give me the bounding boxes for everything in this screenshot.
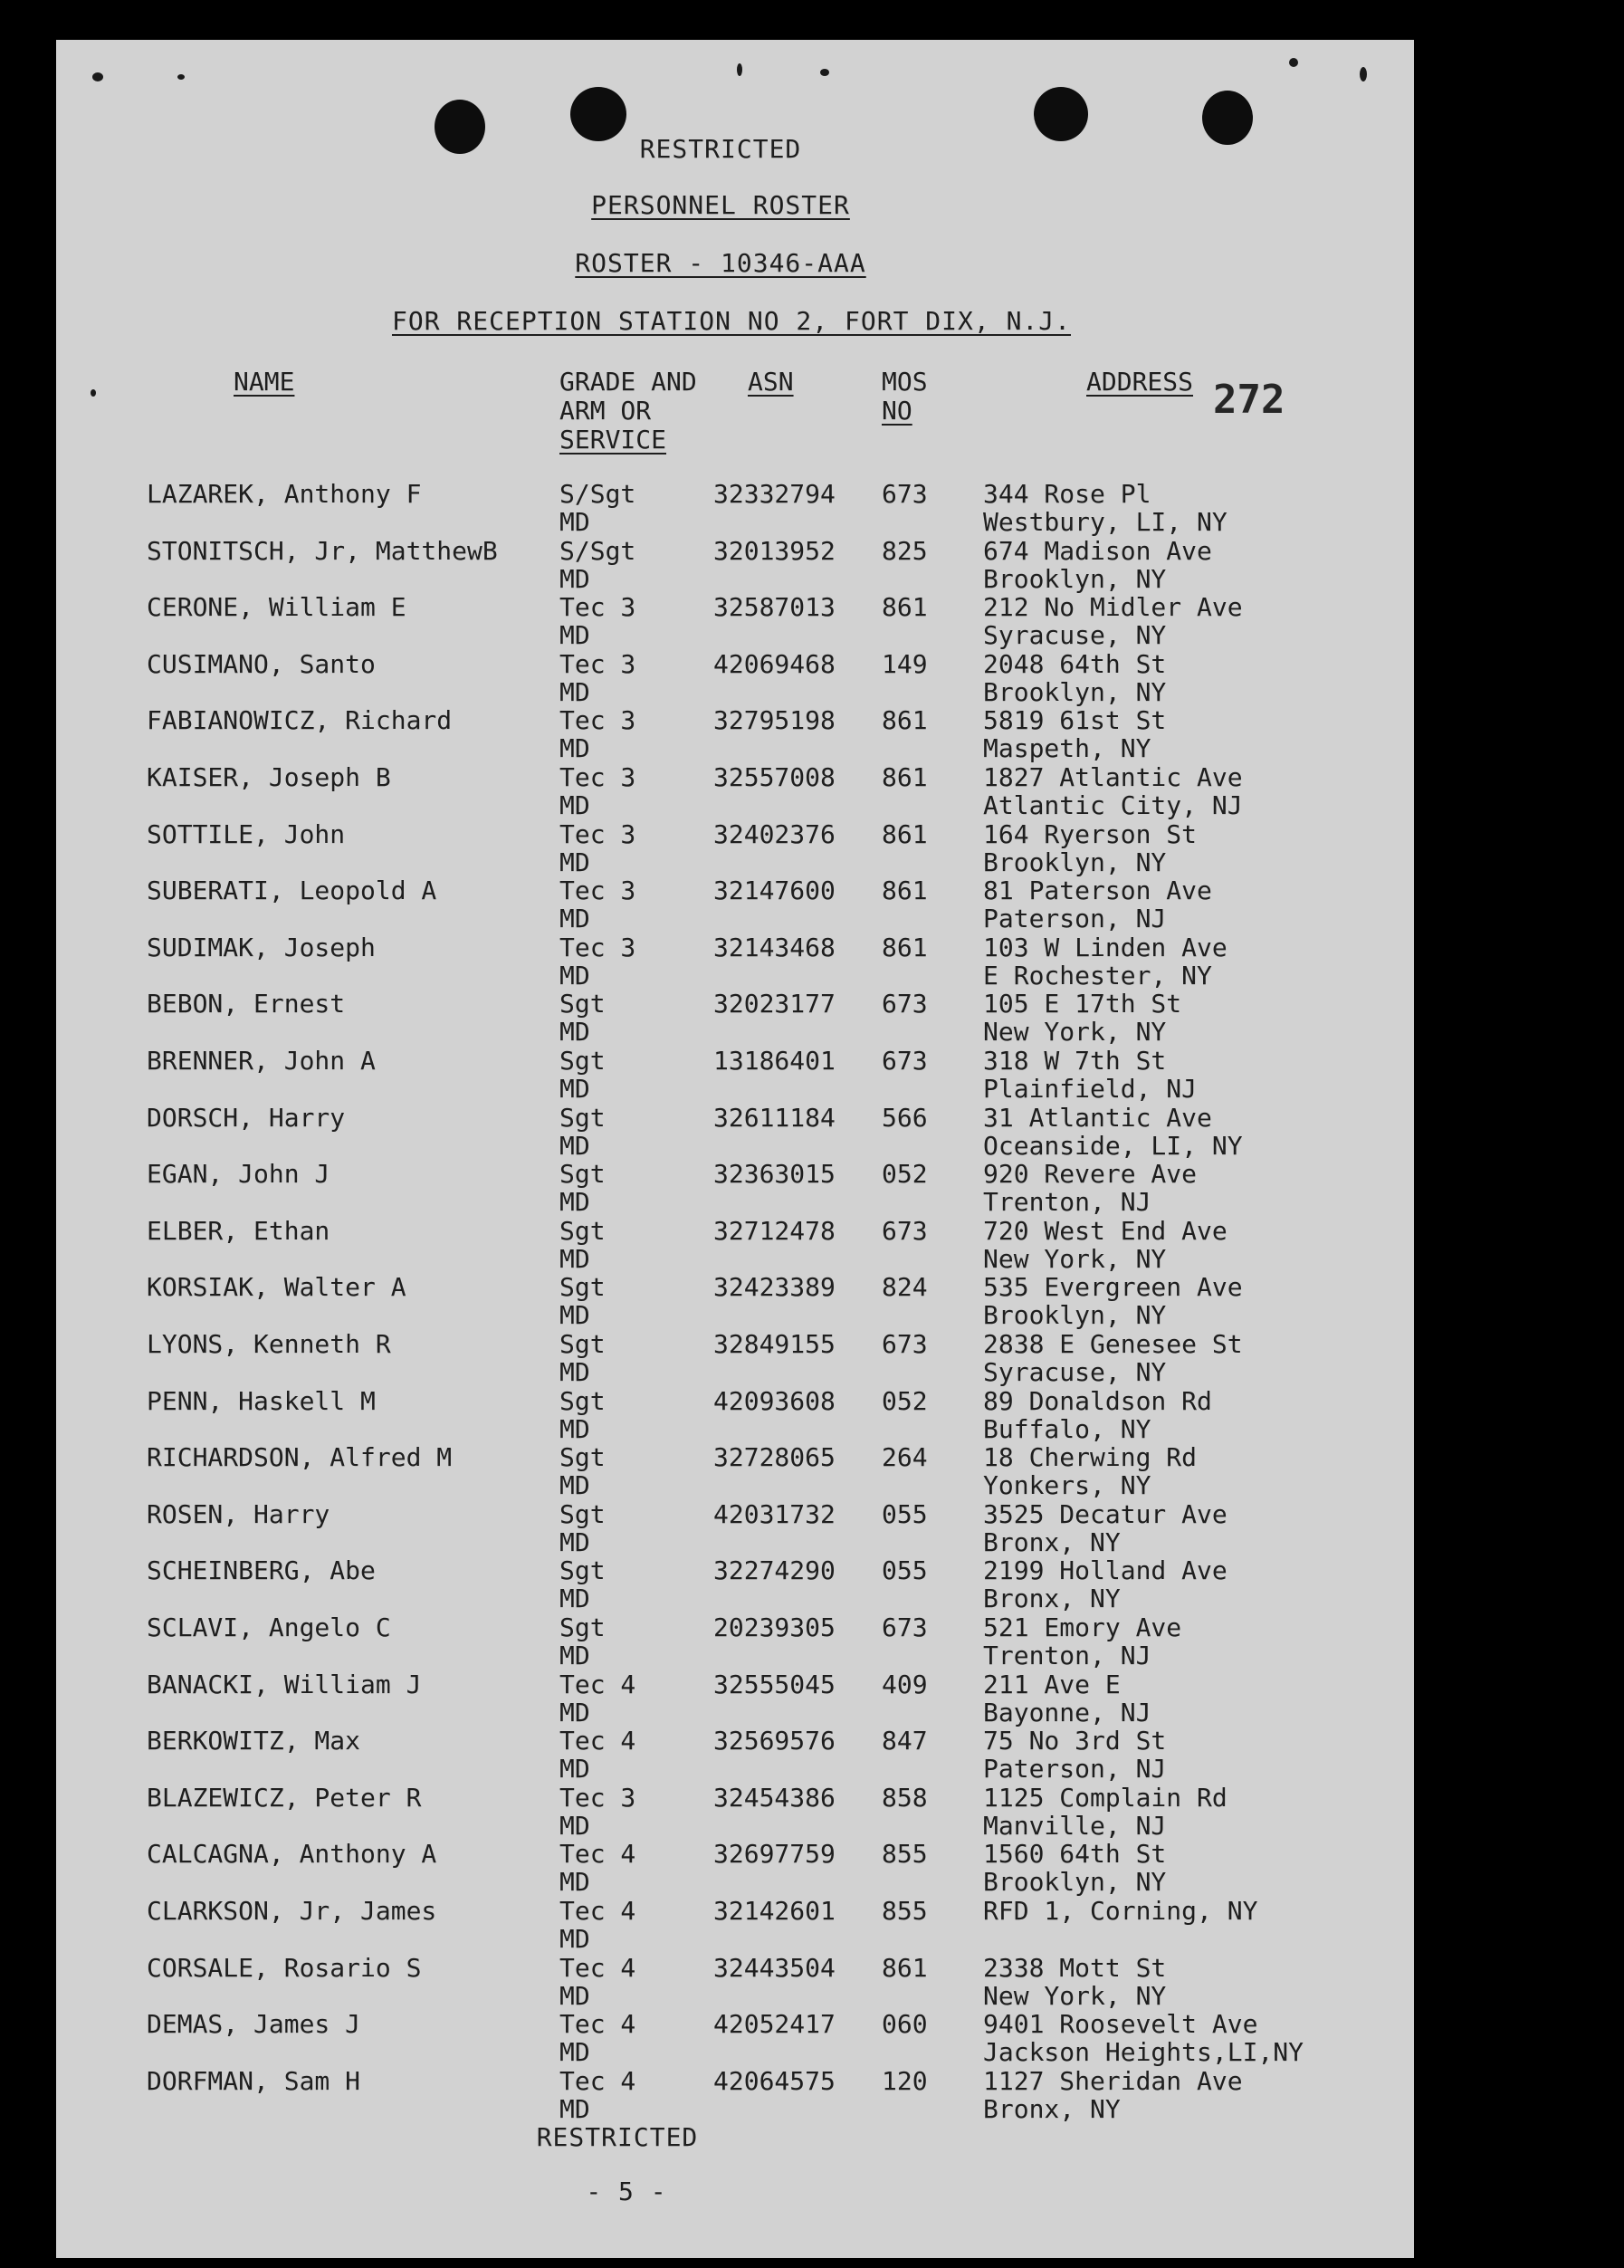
cell-address-line2: Yonkers, NY xyxy=(983,1470,1151,1501)
cell-address-line2: Brooklyn, NY xyxy=(983,676,1167,707)
cell-name: KAISER, Joseph B xyxy=(147,762,391,792)
cell-name: CERONE, William E xyxy=(147,592,406,623)
table-row xyxy=(56,1670,1414,1727)
classification-top: RESTRICTED xyxy=(639,134,802,164)
roster-id: ROSTER - 10346-AAA xyxy=(575,248,866,278)
cell-address-line2: New York, NY xyxy=(983,1017,1167,1048)
table-row xyxy=(56,763,1414,819)
cell-address-line2: Paterson, NJ xyxy=(983,904,1167,934)
cell-address-line1: 1560 64th St xyxy=(983,1839,1167,1870)
cell-address-line1: 344 Rose Pl xyxy=(983,479,1151,509)
cell-arm: MD xyxy=(559,847,590,877)
table-row xyxy=(56,1840,1414,1896)
cell-name: ROSEN, Harry xyxy=(147,1498,330,1529)
cell-mos: 673 xyxy=(882,1612,928,1642)
cell-arm: MD xyxy=(559,960,590,990)
cell-address-line2: Buffalo, NY xyxy=(983,1413,1151,1444)
cell-grade: Tec 4 xyxy=(559,1896,636,1926)
col-header-grade xyxy=(559,368,697,455)
cell-name: BRENNER, John A xyxy=(147,1046,376,1076)
cell-name: CUSIMANO, Santo xyxy=(147,648,376,679)
cell-name: EGAN, John J xyxy=(147,1159,330,1190)
cell-name: KORSIAK, Walter A xyxy=(147,1272,406,1303)
cell-address-line2: Westbury, LI, NY xyxy=(983,507,1228,537)
cell-asn: 32557008 xyxy=(713,762,836,792)
cell-address-line1: 31 Atlantic Ave xyxy=(983,1102,1212,1133)
cell-address-line1: 9401 Roosevelt Ave xyxy=(983,2009,1258,2040)
cell-grade: Tec 4 xyxy=(559,1726,636,1756)
table-row xyxy=(56,1954,1414,2010)
table-row xyxy=(56,1160,1414,1216)
cell-name: ELBER, Ethan xyxy=(147,1215,330,1246)
cell-grade: Tec 3 xyxy=(559,932,636,962)
ink-speck xyxy=(177,74,185,80)
cell-address-line1: 211 Ave E xyxy=(983,1669,1121,1699)
cell-mos: 825 xyxy=(882,535,928,566)
cell-name: STONITSCH, Jr, MatthewB xyxy=(147,535,498,566)
table-row xyxy=(56,593,1414,649)
cell-address-line2: Oceanside, LI, NY xyxy=(983,1130,1243,1161)
cell-arm: MD xyxy=(559,1697,590,1727)
cell-arm: MD xyxy=(559,1130,590,1161)
cell-asn: 32454386 xyxy=(713,1782,836,1813)
table-row xyxy=(56,1104,1414,1160)
table-row xyxy=(56,990,1414,1046)
cell-name: DORSCH, Harry xyxy=(147,1102,346,1133)
table-row xyxy=(56,1613,1414,1670)
cell-address-line1: 18 Cherwing Rd xyxy=(983,1442,1198,1473)
punch-hole xyxy=(570,87,626,141)
cell-asn: 32587013 xyxy=(713,592,836,623)
col-header-mos xyxy=(882,368,928,426)
cell-grade: Tec 3 xyxy=(559,818,636,849)
cell-arm: MD xyxy=(559,1584,590,1614)
cell-asn: 32712478 xyxy=(713,1215,836,1246)
cell-grade: Tec 4 xyxy=(559,1839,636,1870)
cell-address-line1: 5819 61st St xyxy=(983,705,1167,736)
table-row xyxy=(56,1273,1414,1329)
cell-arm: MD xyxy=(559,507,590,537)
ink-speck xyxy=(1289,58,1298,67)
cell-address-line2: Bayonne, NJ xyxy=(983,1697,1151,1727)
cell-asn: 32728065 xyxy=(713,1442,836,1473)
cell-asn: 32143468 xyxy=(713,932,836,962)
cell-arm: MD xyxy=(559,1017,590,1048)
cell-asn: 42031732 xyxy=(713,1498,836,1529)
cell-address-line1: 535 Evergreen Ave xyxy=(983,1272,1243,1303)
cell-grade: Sgt xyxy=(559,1215,606,1246)
cell-mos: 847 xyxy=(882,1726,928,1756)
table-row xyxy=(56,876,1414,933)
cell-arm: MD xyxy=(559,904,590,934)
cell-address-line2: Brooklyn, NY xyxy=(983,563,1167,594)
cell-asn: 32142601 xyxy=(713,1896,836,1926)
cell-mos: 673 xyxy=(882,989,928,1019)
cell-arm: MD xyxy=(559,1924,590,1954)
cell-grade: Sgt xyxy=(559,1046,606,1076)
cell-arm: MD xyxy=(559,1243,590,1274)
cell-mos: 673 xyxy=(882,1329,928,1359)
cell-name: SUBERATI, Leopold A xyxy=(147,876,437,906)
cell-asn: 32332794 xyxy=(713,479,836,509)
cell-arm: MD xyxy=(559,1300,590,1331)
table-row xyxy=(56,1387,1414,1443)
cell-arm: MD xyxy=(559,1187,590,1218)
table-row xyxy=(56,1047,1414,1103)
table-row xyxy=(56,706,1414,762)
table-row xyxy=(56,480,1414,536)
cell-arm: MD xyxy=(559,1867,590,1898)
cell-grade: S/Sgt xyxy=(559,535,636,566)
cell-asn: 32147600 xyxy=(713,876,836,906)
ink-speck xyxy=(92,72,103,81)
cell-asn: 42069468 xyxy=(713,648,836,679)
cell-name: BERKOWITZ, Max xyxy=(147,1726,361,1756)
cell-grade: Sgt xyxy=(559,1442,606,1473)
cell-name: LAZAREK, Anthony F xyxy=(147,479,422,509)
cell-mos: 673 xyxy=(882,1215,928,1246)
ink-speck xyxy=(91,389,96,397)
cell-address-line2: Brooklyn, NY xyxy=(983,847,1167,877)
table-row xyxy=(56,1500,1414,1556)
cell-grade: Sgt xyxy=(559,1329,606,1359)
cell-mos: 409 xyxy=(882,1669,928,1699)
cell-mos: 855 xyxy=(882,1839,928,1870)
cell-name: BEBON, Ernest xyxy=(147,989,346,1019)
table-row xyxy=(56,650,1414,706)
cell-mos: 055 xyxy=(882,1498,928,1529)
page-number: - 5 - xyxy=(586,2177,667,2206)
punch-hole xyxy=(1034,87,1088,141)
table-row xyxy=(56,2010,1414,2066)
cell-asn: 42064575 xyxy=(713,2065,836,2096)
cell-arm: MD xyxy=(559,1413,590,1444)
cell-mos: 861 xyxy=(882,818,928,849)
table-row xyxy=(56,1897,1414,1953)
cell-address-line2: Jackson Heights,LI,NY xyxy=(983,2037,1304,2068)
cell-name: SOTTILE, John xyxy=(147,818,346,849)
cell-grade: Sgt xyxy=(559,1612,606,1642)
cell-asn: 32555045 xyxy=(713,1669,836,1699)
cell-asn: 42052417 xyxy=(713,2009,836,2040)
cell-asn: 13186401 xyxy=(713,1046,836,1076)
ink-speck xyxy=(1360,67,1367,81)
cell-arm: MD xyxy=(559,1357,590,1387)
cell-address-line2: Paterson, NJ xyxy=(983,1754,1167,1785)
cell-mos: 824 xyxy=(882,1272,928,1303)
table-row xyxy=(56,1217,1414,1273)
cell-arm: MD xyxy=(559,563,590,594)
col-header-mos-line2: NO xyxy=(882,396,912,426)
cell-arm: MD xyxy=(559,1980,590,2011)
cell-address-line1: 2199 Holland Ave xyxy=(983,1555,1228,1586)
cell-arm: MD xyxy=(559,2037,590,2068)
cell-address-line1: 105 E 17th St xyxy=(983,989,1182,1019)
cell-address-line2: Trenton, NJ xyxy=(983,1187,1151,1218)
col-header-grade-line1: GRADE AND xyxy=(559,367,697,397)
cell-address-line1: 920 Revere Ave xyxy=(983,1159,1198,1190)
col-header-name: NAME xyxy=(234,367,295,397)
cell-address-line2: New York, NY xyxy=(983,1243,1167,1274)
cell-address-line1: 2838 E Genesee St xyxy=(983,1329,1243,1359)
cell-name: DEMAS, James J xyxy=(147,2009,361,2040)
page-title: PERSONNEL ROSTER xyxy=(591,190,850,220)
cell-asn: 42093608 xyxy=(713,1385,836,1416)
cell-asn: 32023177 xyxy=(713,989,836,1019)
cell-asn: 32013952 xyxy=(713,535,836,566)
cell-asn: 20239305 xyxy=(713,1612,836,1642)
cell-mos: 861 xyxy=(882,592,928,623)
cell-address-line1: 2338 Mott St xyxy=(983,1952,1167,1983)
cell-grade: Tec 4 xyxy=(559,2009,636,2040)
cell-mos: 861 xyxy=(882,762,928,792)
cell-asn: 32611184 xyxy=(713,1102,836,1133)
cell-grade: Tec 3 xyxy=(559,705,636,736)
cell-address-line1: 3525 Decatur Ave xyxy=(983,1498,1228,1529)
cell-address-line1: 521 Emory Ave xyxy=(983,1612,1182,1642)
table-row xyxy=(56,1443,1414,1499)
col-header-address: ADDRESS xyxy=(1086,367,1194,397)
cell-name: LYONS, Kenneth R xyxy=(147,1329,391,1359)
cell-address-line2: Bronx, NY xyxy=(983,1526,1121,1557)
table-row xyxy=(56,1556,1414,1612)
cell-address-line1: 212 No Midler Ave xyxy=(983,592,1243,623)
cell-asn: 32423389 xyxy=(713,1272,836,1303)
cell-grade: Sgt xyxy=(559,1385,606,1416)
cell-address-line1: 720 West End Ave xyxy=(983,1215,1228,1246)
ink-speck xyxy=(737,63,742,76)
cell-arm: MD xyxy=(559,1470,590,1501)
cell-address-line1: 81 Paterson Ave xyxy=(983,876,1212,906)
col-header-mos-line1: MOS xyxy=(882,367,928,397)
cell-address-line1: 1827 Atlantic Ave xyxy=(983,762,1243,792)
cell-address-line2: Manville, NJ xyxy=(983,1810,1167,1841)
cell-arm: MD xyxy=(559,1754,590,1785)
stamp-number: 272 xyxy=(1213,377,1285,423)
cell-grade: Tec 3 xyxy=(559,876,636,906)
cell-arm: MD xyxy=(559,790,590,820)
cell-name: CALCAGNA, Anthony A xyxy=(147,1839,437,1870)
cell-address-line2: Bronx, NY xyxy=(983,2093,1121,2124)
cell-arm: MD xyxy=(559,1526,590,1557)
cell-mos: 673 xyxy=(882,479,928,509)
cell-name: SCLAVI, Angelo C xyxy=(147,1612,391,1642)
cell-address-line2: Maspeth, NY xyxy=(983,733,1151,764)
cell-address-line2: Brooklyn, NY xyxy=(983,1300,1167,1331)
col-header-grade-line2: ARM OR xyxy=(559,396,652,426)
station-line: FOR RECEPTION STATION NO 2, FORT DIX, N.J. xyxy=(391,306,1071,336)
cell-address-line2: Syracuse, NY xyxy=(983,1357,1167,1387)
cell-name: CLARKSON, Jr, James xyxy=(147,1896,437,1926)
cell-mos: 861 xyxy=(882,705,928,736)
cell-address-line1: 2048 64th St xyxy=(983,648,1167,679)
cell-asn: 32697759 xyxy=(713,1839,836,1870)
cell-arm: MD xyxy=(559,676,590,707)
cell-address-line1: 164 Ryerson St xyxy=(983,818,1198,849)
cell-address-line2: Brooklyn, NY xyxy=(983,1867,1167,1898)
cell-mos: 055 xyxy=(882,1555,928,1586)
table-row xyxy=(56,537,1414,593)
cell-grade: S/Sgt xyxy=(559,479,636,509)
cell-name: BLAZEWICZ, Peter R xyxy=(147,1782,422,1813)
col-header-grade-line3: SERVICE xyxy=(559,425,667,455)
cell-address-line1: 89 Donaldson Rd xyxy=(983,1385,1212,1416)
cell-grade: Sgt xyxy=(559,1102,606,1133)
cell-grade: Sgt xyxy=(559,1159,606,1190)
cell-arm: MD xyxy=(559,1810,590,1841)
ink-speck xyxy=(820,69,829,76)
cell-address-line1: 103 W Linden Ave xyxy=(983,932,1228,962)
cell-arm: MD xyxy=(559,620,590,651)
cell-name: SCHEINBERG, Abe xyxy=(147,1555,376,1586)
cell-address-line1: 318 W 7th St xyxy=(983,1046,1167,1076)
cell-asn: 32274290 xyxy=(713,1555,836,1586)
cell-address-line2: Syracuse, NY xyxy=(983,620,1167,651)
cell-asn: 32363015 xyxy=(713,1159,836,1190)
cell-asn: 32795198 xyxy=(713,705,836,736)
cell-mos: 052 xyxy=(882,1159,928,1190)
cell-asn: 32443504 xyxy=(713,1952,836,1983)
cell-arm: MD xyxy=(559,2093,590,2124)
cell-mos: 855 xyxy=(882,1896,928,1926)
cell-grade: Tec 4 xyxy=(559,1952,636,1983)
cell-address-line2: Trenton, NJ xyxy=(983,1641,1151,1670)
cell-grade: Sgt xyxy=(559,989,606,1019)
cell-grade: Sgt xyxy=(559,1498,606,1529)
cell-name: CORSALE, Rosario S xyxy=(147,1952,422,1983)
cell-grade: Tec 4 xyxy=(559,2065,636,2096)
cell-mos: 264 xyxy=(882,1442,928,1473)
cell-mos: 861 xyxy=(882,1952,928,1983)
table-row xyxy=(56,1330,1414,1386)
col-header-asn: ASN xyxy=(748,367,794,397)
cell-asn: 32569576 xyxy=(713,1726,836,1756)
cell-mos: 861 xyxy=(882,932,928,962)
cell-asn: 32402376 xyxy=(713,818,836,849)
cell-address-line2: Plainfield, NJ xyxy=(983,1074,1198,1104)
cell-name: FABIANOWICZ, Richard xyxy=(147,705,453,736)
cell-mos: 861 xyxy=(882,876,928,906)
cell-name: DORFMAN, Sam H xyxy=(147,2065,361,2096)
cell-name: PENN, Haskell M xyxy=(147,1385,376,1416)
table-row xyxy=(56,1784,1414,1840)
table-row xyxy=(56,2067,1414,2123)
cell-address-line1: 674 Madison Ave xyxy=(983,535,1212,566)
table-row xyxy=(56,933,1414,990)
cell-grade: Tec 3 xyxy=(559,592,636,623)
cell-address-line2: E Rochester, NY xyxy=(983,960,1212,990)
cell-address-line1: RFD 1, Corning, NY xyxy=(983,1896,1258,1926)
cell-mos: 060 xyxy=(882,2009,928,2040)
cell-mos: 120 xyxy=(882,2065,928,2096)
cell-address-line1: 1125 Complain Rd xyxy=(983,1782,1228,1813)
cell-mos: 052 xyxy=(882,1385,928,1416)
cell-name: SUDIMAK, Joseph xyxy=(147,932,376,962)
document-page xyxy=(56,40,1414,2258)
classification-bottom: RESTRICTED xyxy=(536,2122,699,2152)
cell-mos: 149 xyxy=(882,648,928,679)
cell-grade: Tec 3 xyxy=(559,762,636,792)
cell-arm: MD xyxy=(559,1641,590,1670)
table-row xyxy=(56,1727,1414,1783)
cell-name: RICHARDSON, Alfred M xyxy=(147,1442,453,1473)
table-row xyxy=(56,820,1414,876)
cell-name: BANACKI, William J xyxy=(147,1669,422,1699)
cell-mos: 566 xyxy=(882,1102,928,1133)
cell-arm: MD xyxy=(559,733,590,764)
cell-address-line1: 75 No 3rd St xyxy=(983,1726,1167,1756)
cell-grade: Tec 3 xyxy=(559,648,636,679)
cell-address-line2: Bronx, NY xyxy=(983,1584,1121,1614)
cell-grade: Tec 4 xyxy=(559,1669,636,1699)
cell-mos: 858 xyxy=(882,1782,928,1813)
cell-mos: 673 xyxy=(882,1046,928,1076)
cell-grade: Sgt xyxy=(559,1555,606,1586)
cell-address-line2: New York, NY xyxy=(983,1980,1167,2011)
cell-address-line2: Atlantic City, NJ xyxy=(983,790,1243,820)
cell-address-line1: 1127 Sheridan Ave xyxy=(983,2065,1243,2096)
cell-grade: Sgt xyxy=(559,1272,606,1303)
cell-grade: Tec 3 xyxy=(559,1782,636,1813)
cell-asn: 32849155 xyxy=(713,1329,836,1359)
cell-arm: MD xyxy=(559,1074,590,1104)
